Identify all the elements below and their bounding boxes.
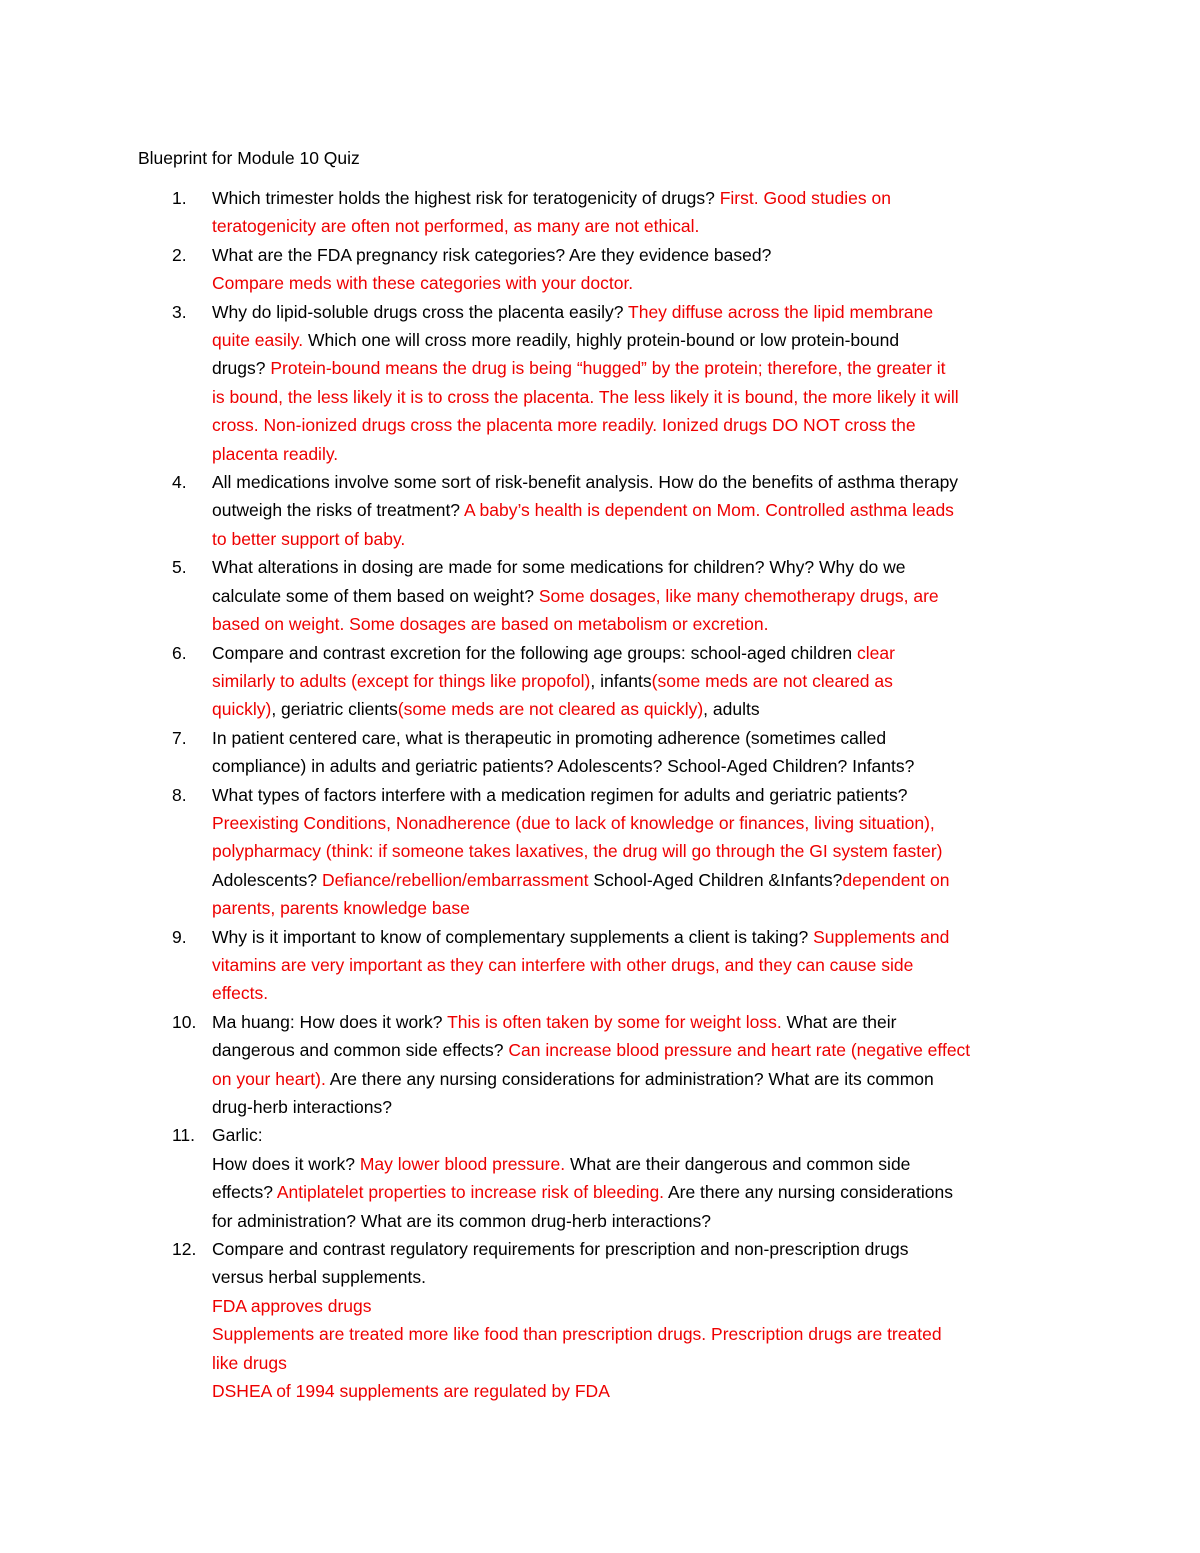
document-page <box>138 144 1068 1405</box>
text-line <box>212 724 1068 752</box>
question-item-3 <box>138 298 1068 468</box>
question-text: , adults <box>703 699 760 720</box>
question-number: 5. <box>172 557 187 578</box>
text-line <box>212 326 1068 354</box>
question-text: Compare and contrast regulatory requirements for prescription and non-prescription drugs <box>212 1239 909 1260</box>
answer-text: teratogenicity are often not performed, as many are not ethical. <box>212 216 700 237</box>
answer-text: Antiplatelet properties to increase risk of bleeding. <box>276 1182 665 1203</box>
question-item-4 <box>138 468 1068 553</box>
question-item-5 <box>138 553 1068 638</box>
question-number: 2. <box>172 244 187 265</box>
text-line <box>212 496 1068 524</box>
answer-text: (some meds are not cleared as <box>651 670 893 691</box>
text-line <box>212 923 1068 951</box>
question-item-12 <box>138 1235 1068 1405</box>
answer-text: like drugs <box>212 1352 287 1373</box>
question-text: compliance) in adults and geriatric patients? Adolescents? School-Aged Children? Infants? <box>212 756 915 777</box>
text-line <box>212 241 1068 269</box>
text-line <box>212 752 1068 780</box>
text-line <box>212 440 1068 468</box>
answer-text: FDA approves drugs <box>212 1295 372 1316</box>
answer-text: quickly) <box>212 699 272 720</box>
answer-text: Can increase blood pressure and heart rate (negative effect <box>508 1040 971 1061</box>
question-text: drug-herb interactions? <box>212 1097 392 1117</box>
answer-text: Compare meds with these categories with your doctor. <box>212 273 634 294</box>
question-text: What are their dangerous and common side <box>565 1153 911 1174</box>
question-item-6 <box>138 639 1068 724</box>
question-text: Why is it important to know of complementary supplements a client is taking? <box>212 926 814 947</box>
question-text: drugs? <box>212 358 271 379</box>
document-title: Blueprint for Module 10 Quiz <box>138 148 360 168</box>
answer-text: effects. <box>212 983 269 1004</box>
question-text: dangerous and common side effects? <box>212 1040 509 1061</box>
text-line <box>212 809 1068 837</box>
question-text: Ma huang: How does it work? <box>212 1011 448 1032</box>
answer-text: is bound, the less likely it is to cross the placenta. The less likely it is bound, the more likely it will <box>212 386 959 407</box>
question-number: 1. <box>172 188 187 208</box>
question-text: In patient centered care, what is therapeutic in promoting adherence (sometimes called <box>212 727 887 748</box>
answer-text: Some dosages, like many chemotherapy drugs, are <box>538 585 939 606</box>
question-text: How does it work? <box>212 1153 360 1174</box>
answer-text: Defiance/rebellion/embarrassment <box>321 869 589 890</box>
question-text: What alterations in dosing are made for some medications for children? Why? Why do we <box>212 557 906 578</box>
answer-text: parents, parents knowledge base <box>212 898 470 919</box>
question-number: 10. <box>172 1011 197 1032</box>
text-line <box>212 1150 1068 1178</box>
answer-text: A baby’s health is dependent on Mom. Controlled asthma leads <box>463 500 954 521</box>
text-line <box>212 695 1068 723</box>
question-text: , geriatric clients <box>271 699 398 720</box>
text-line <box>212 468 1068 496</box>
answer-text: cross. Non-ionized drugs cross the placenta more readily. Ionized drugs DO NOT cross the <box>212 415 916 436</box>
question-text: versus herbal supplements. <box>212 1267 426 1288</box>
text-line <box>212 1349 1068 1377</box>
question-number: 3. <box>172 301 187 322</box>
question-item-11 <box>138 1121 1068 1235</box>
question-text: outweigh the risks of treatment? <box>212 500 464 521</box>
answer-text: clear <box>856 642 895 663</box>
question-item-1 <box>138 184 1068 241</box>
text-line <box>212 383 1068 411</box>
text-line <box>212 1207 1068 1235</box>
question-number: 4. <box>172 472 187 493</box>
question-text: Are there any nursing considerations <box>664 1182 953 1203</box>
text-line <box>212 781 1068 809</box>
answer-text: polypharmacy (think: if someone takes laxatives, the drug will go through the GI system faster) <box>212 841 943 862</box>
text-line <box>212 667 1068 695</box>
text-line <box>212 525 1068 553</box>
text-line <box>212 1065 1068 1093</box>
answer-text: Protein-bound means the drug is being “hugged” by the protein; therefore, the greater it <box>270 358 946 379</box>
text-line <box>212 1235 1068 1263</box>
question-number: 11. <box>172 1125 196 1146</box>
question-item-8 <box>138 781 1068 923</box>
question-number: 12. <box>172 1239 197 1260</box>
question-text: What are the FDA pregnancy risk categories? Are they evidence based? <box>212 244 772 265</box>
text-line <box>212 1036 1068 1064</box>
question-item-9 <box>138 923 1068 1008</box>
text-line <box>212 184 1068 212</box>
question-text: effects? <box>212 1182 277 1203</box>
text-line <box>212 1263 1068 1291</box>
question-text: Compare and contrast excretion for the following age groups: school-aged children <box>212 642 857 663</box>
text-line <box>212 1292 1068 1320</box>
text-line <box>212 837 1068 865</box>
question-text: What are their <box>781 1011 897 1032</box>
question-number: 9. <box>172 926 187 947</box>
answer-text: placenta readily. <box>212 443 339 464</box>
text-line <box>212 1008 1068 1036</box>
question-text: calculate some of them based on weight? <box>212 585 539 606</box>
text-line <box>212 610 1068 638</box>
answer-text: based on weight. Some dosages are based on metabolism or excretion. <box>212 614 769 635</box>
question-number: 7. <box>172 727 187 748</box>
question-item-7 <box>138 724 1068 781</box>
question-text: Which trimester holds the highest risk for teratogenicity of drugs? <box>212 188 720 208</box>
answer-text: quite easily. <box>212 330 304 351</box>
answer-text: They diffuse across the lipid membrane <box>628 301 934 322</box>
text-line <box>212 212 1068 240</box>
answer-text: First. Good studies on <box>719 188 891 208</box>
question-item-2 <box>138 241 1068 298</box>
text-line <box>212 1121 1068 1149</box>
answer-text: on your heart). <box>212 1068 326 1089</box>
text-line <box>212 1320 1068 1348</box>
question-text: Garlic: <box>212 1125 263 1146</box>
question-text: What types of factors interfere with a medication regimen for adults and geriatric patients? <box>212 784 908 805</box>
answer-text: Supplements and <box>813 926 950 947</box>
text-line <box>212 894 1068 922</box>
answer-text: vitamins are very important as they can interfere with other drugs, and they can cause side <box>212 954 914 975</box>
question-text: School-Aged Children &Infants? <box>588 869 843 890</box>
text-line <box>212 979 1068 1007</box>
text-line <box>212 1377 1068 1405</box>
answer-text: (some meds are not cleared as quickly) <box>397 699 704 720</box>
answer-text: DSHEA of 1994 supplements are regulated by FDA <box>212 1381 610 1402</box>
question-list <box>138 184 1068 1405</box>
answer-text: to better support of baby. <box>212 528 406 549</box>
text-line <box>212 269 1068 297</box>
question-text: for administration? What are its common drug-herb interactions? <box>212 1210 711 1231</box>
question-number: 8. <box>172 784 187 805</box>
answer-text: This is often taken by some for weight loss. <box>447 1011 782 1032</box>
text-line <box>212 951 1068 979</box>
answer-text: Supplements are treated more like food than prescription drugs. Prescription drugs are treated <box>212 1324 942 1345</box>
question-text: All medications involve some sort of risk-benefit analysis. How do the benefits of asthma therapy <box>212 472 959 493</box>
text-line <box>212 553 1068 581</box>
answer-text: Preexisting Conditions, Nonadherence (due to lack of knowledge or finances, living situation), <box>212 812 935 833</box>
question-text: Which one will cross more readily, highly protein-bound or low protein-bound <box>303 330 900 351</box>
question-item-10 <box>138 1008 1068 1122</box>
text-line <box>212 1178 1068 1206</box>
text-line <box>212 1093 1068 1121</box>
text-line <box>212 582 1068 610</box>
question-text: Why do lipid-soluble drugs cross the placenta easily? <box>212 301 629 322</box>
question-text: , infants <box>590 670 652 691</box>
question-number: 6. <box>172 642 187 663</box>
question-text: Are there any nursing considerations for administration? What are its common <box>325 1068 934 1089</box>
text-line <box>212 866 1068 894</box>
text-line <box>212 298 1068 326</box>
answer-text: May lower blood pressure. <box>359 1153 566 1174</box>
answer-text: dependent on <box>842 869 950 890</box>
question-text: Adolescents? <box>212 869 322 890</box>
text-line <box>212 354 1068 382</box>
answer-text: similarly to adults (except for things like propofol) <box>212 670 591 691</box>
text-line <box>212 639 1068 667</box>
text-line <box>212 411 1068 439</box>
